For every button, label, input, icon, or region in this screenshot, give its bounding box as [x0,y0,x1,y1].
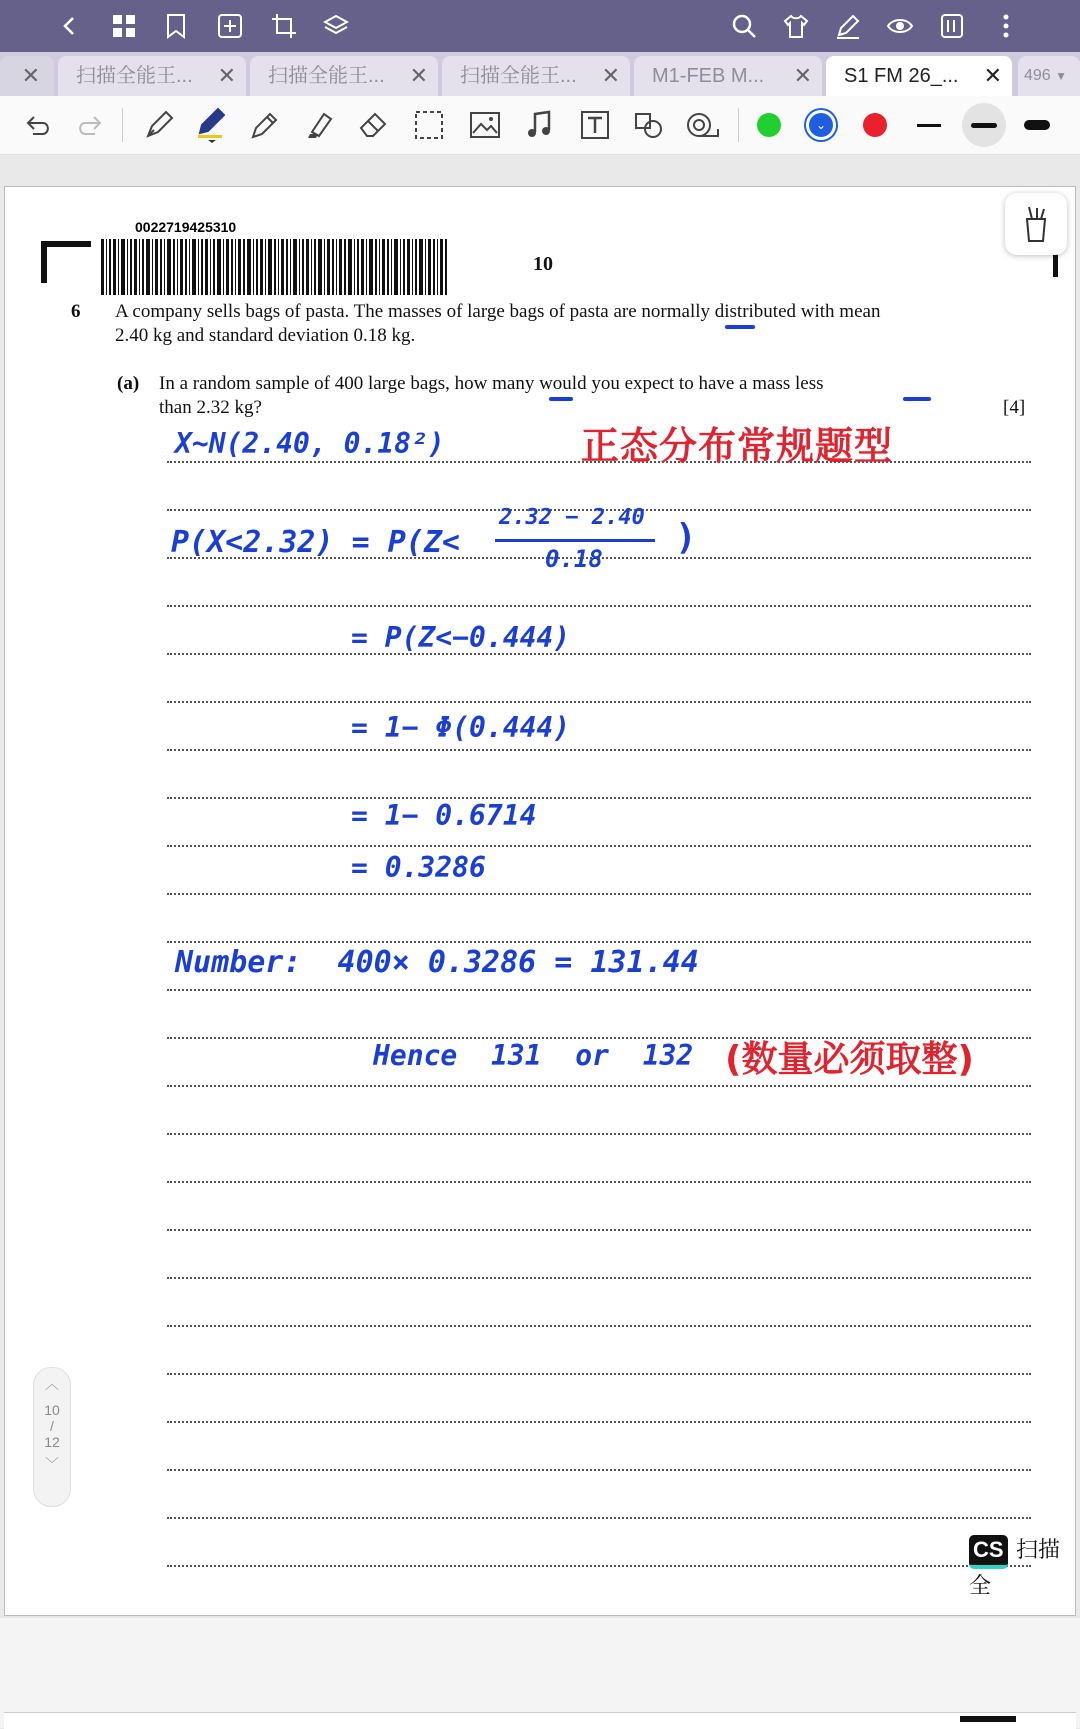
camscanner-watermark [969,1533,1073,1598]
color-blue-swatch-selected[interactable] [802,106,840,144]
handwriting-number-calculation[interactable]: Number: 400× 0.3286 = 131.44 [175,945,699,980]
grid-icon[interactable] [106,8,142,44]
barcode [101,239,447,295]
camscanner-text: 扫描全 [969,1537,1061,1598]
image-insert-icon[interactable] [466,106,504,144]
toolbar-divider [738,108,739,142]
crop-icon[interactable] [266,8,302,44]
next-page-mark [960,1716,1016,1722]
medium-line-icon [971,123,997,128]
document-tab-bar [0,52,1080,96]
answer-line [167,1181,1031,1183]
handwriting-distribution[interactable]: X~N(2.40, 0.18²) [175,427,445,460]
tab-document-5-active[interactable] [826,56,1012,96]
annotation-toolbar [0,96,1080,155]
tab-close-first[interactable]: ✕ [0,56,54,96]
answer-line [167,1133,1031,1135]
ballpoint-pen-icon-selected[interactable] [192,106,230,144]
chevron-up-icon[interactable]: ︿ [45,1376,59,1392]
close-icon[interactable]: ✕ [217,63,236,88]
green-dot [757,113,781,137]
barcode-number: 0022719425310 [135,219,237,235]
close-icon[interactable]: ✕ [793,63,812,88]
handwriting-fraction-numerator[interactable]: 2.32 − 2.40 [499,505,645,530]
handwriting-note-normal-distribution[interactable]: 正态分布常规题型 [581,424,894,468]
question-intro-line2: 2.40 kg and standard deviation 0.18 kg. [115,325,416,346]
part-line2: than 2.32 kg? [159,397,262,418]
handwriting-probability-step2[interactable]: = P(Z<−0.444) [351,621,571,654]
tab-document-2[interactable] [250,56,438,96]
question-intro-line1: A company sells bags of pasta. The masses of large bags of pasta are normally distributed with mean [115,301,881,322]
tab-label: M1-FEB M... [652,65,765,87]
stroke-thin[interactable] [910,106,948,144]
next-page-edge [4,1712,1076,1729]
color-red-swatch[interactable] [856,106,894,144]
answer-line [167,989,1031,991]
add-page-icon[interactable] [212,8,248,44]
pen-holder-button[interactable] [1005,193,1067,255]
close-icon[interactable]: ✕ [601,63,620,88]
handwriting-fraction-denominator[interactable]: 0.18 [545,545,603,573]
undo-icon[interactable] [20,106,58,144]
tab-label: 扫描全能王... [460,65,577,87]
answer-line [167,749,1031,751]
app-top-bar [0,0,1080,52]
audio-note-icon[interactable] [520,106,558,144]
tab-document-3[interactable] [442,56,630,96]
lasso-select-icon[interactable] [410,106,448,144]
eye-icon[interactable] [882,8,918,44]
page-indicator[interactable] [33,1367,71,1507]
answer-line [167,701,1031,703]
shapes-icon[interactable] [630,106,668,144]
handwriting-probability-result[interactable]: = 0.3286 [351,851,486,884]
underline-normally [725,325,755,329]
answer-line [167,893,1031,895]
pen-cup-icon [1023,205,1049,243]
handwriting-close-paren[interactable]: ) [675,517,697,558]
color-green-swatch[interactable] [750,106,788,144]
handwriting-probability-step4[interactable]: = 1− 0.6714 [351,799,537,832]
document-page[interactable] [4,186,1076,1616]
stroke-thick[interactable] [1018,106,1056,144]
answer-line [167,653,1031,655]
answer-line [167,845,1031,847]
bookmark-icon[interactable] [158,8,194,44]
answer-line [167,797,1031,799]
registration-mark [41,241,91,283]
marks: [4] [1003,397,1026,418]
answer-line [167,605,1031,607]
pen-edit-icon[interactable] [830,8,866,44]
tab-overflow[interactable] [1018,56,1080,96]
toolbar-divider [122,108,123,142]
answer-line [167,1517,1031,1519]
camscanner-badge: CS [969,1535,1008,1569]
red-dot [863,113,887,137]
answer-line [167,1469,1031,1471]
underline-less [903,397,931,401]
close-icon[interactable]: ✕ [983,63,1002,88]
text-box-icon[interactable] [576,106,614,144]
redo-icon[interactable] [70,106,108,144]
fraction-bar [495,539,655,542]
pencil-icon[interactable] [246,106,284,144]
highlighter-icon[interactable] [300,106,338,144]
tab-document-1[interactable] [58,56,246,96]
registration-mark-right [1053,253,1058,277]
page-indicator-current: 10 [44,1402,60,1418]
answer-line [167,1085,1031,1087]
tape-icon[interactable] [684,106,722,144]
page-indicator-total: 12 [44,1434,60,1450]
part-label: (a) [117,373,140,394]
underline-many [549,397,573,401]
chevron-down-icon[interactable]: ﹀ [45,1456,59,1472]
back-icon[interactable] [52,8,88,44]
tab-document-4[interactable] [634,56,822,96]
layers-icon[interactable] [318,8,354,44]
question-number: 6 [71,301,81,322]
tab-label: 扫描全能王... [76,65,193,87]
tab-count: 496 [1024,67,1051,84]
shirt-icon[interactable] [778,8,814,44]
page-number: 10 [533,253,553,275]
handwriting-hence-answer[interactable]: Hence 131 or 132 [373,1039,694,1072]
close-icon[interactable]: ✕ [409,63,428,88]
answer-line [167,1421,1031,1423]
next-page-preview [0,1618,1080,1728]
handwriting-note-round-integer[interactable]: (数量必须取整) [725,1039,974,1080]
answer-line [167,1277,1031,1279]
search-icon[interactable] [726,8,762,44]
chevron-down-icon: ▼ [1055,69,1068,83]
handwriting-probability-step1[interactable]: P(X<2.32) = P(Z< [171,525,460,560]
part-line1: In a random sample of 400 large bags, how many would you expect to have a mass less [159,373,824,394]
answer-line [167,1229,1031,1231]
eraser-icon[interactable] [354,106,392,144]
stroke-medium-selected[interactable] [962,103,1006,147]
more-options-icon[interactable] [988,8,1024,44]
fountain-pen-icon[interactable] [140,106,178,144]
tab-label: S1 FM 26_... [844,65,959,87]
answer-line [167,1325,1031,1327]
page-indicator-separator: / [50,1418,54,1434]
answer-line [167,941,1031,943]
thin-line-icon [917,124,941,127]
blue-dot: ⌄ [806,110,836,140]
thick-line-icon [1024,120,1050,130]
answer-line [167,1373,1031,1375]
tab-label: 扫描全能王... [268,65,385,87]
reader-icon[interactable] [934,8,970,44]
handwriting-probability-step3[interactable]: = 1− Φ(0.444) [351,711,571,744]
answer-line [167,1565,1031,1567]
